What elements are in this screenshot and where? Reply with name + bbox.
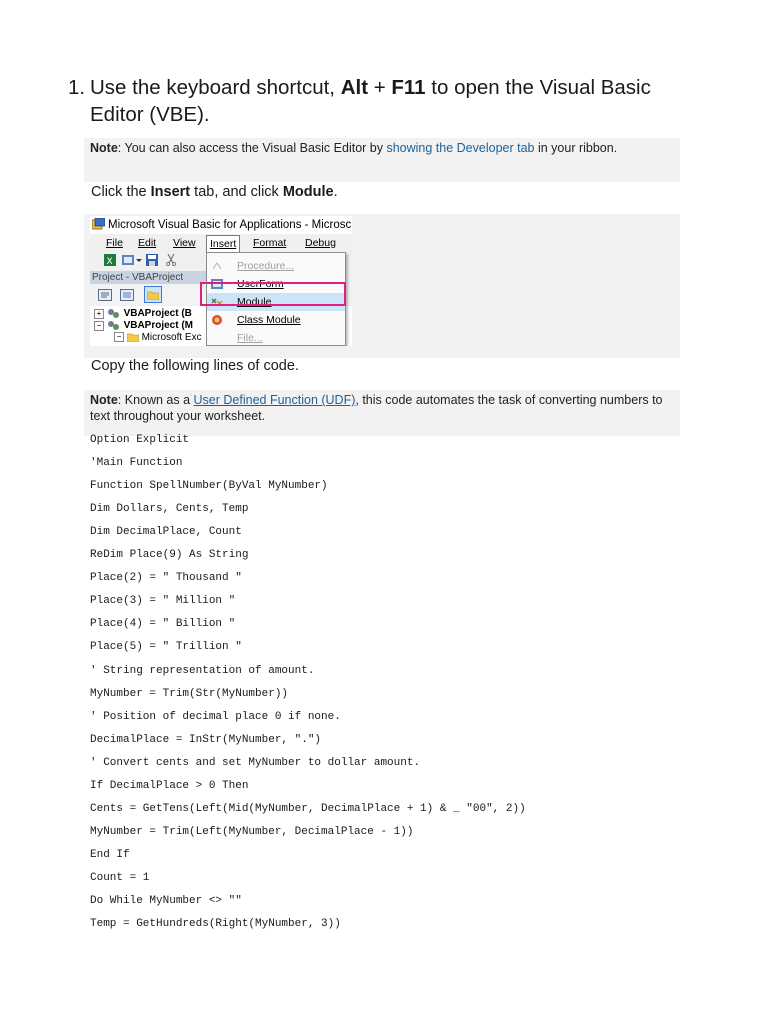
view-object-icon[interactable] — [120, 289, 134, 301]
vbe-title-bar — [90, 216, 352, 234]
menu-edit[interactable]: Edit — [138, 237, 157, 249]
code-line: If DecimalPlace > 0 Then — [90, 779, 249, 792]
code-line: Temp = GetHundreds(Right(MyNumber, 3)) — [90, 918, 341, 931]
code-line: MyNumber = Trim(Str(MyNumber)) — [90, 687, 289, 700]
folder-icon — [147, 290, 159, 300]
key-f11: F11 — [391, 76, 426, 99]
insert-module-instruction — [91, 184, 338, 200]
step-text-after: to open the Visual Basic Editor (VBE). — [90, 76, 651, 126]
tree-item-label: Microsoft Exc — [141, 332, 202, 343]
code-line: ' Convert cents and set MyNumber to dollar amount. — [90, 756, 421, 769]
code-line: Count = 1 — [90, 871, 150, 884]
code-line: Place(4) = " Billion " — [90, 618, 236, 631]
code-line: End If — [90, 848, 130, 861]
key-plus: + — [368, 76, 392, 99]
vbe-screenshot — [90, 216, 352, 346]
note-text-after: , this code automates the task of converting numbers to text throughout your worksheet. — [90, 393, 663, 423]
instruction-after: . — [333, 184, 338, 200]
note-label: Note — [90, 141, 118, 155]
menu-item-label: Procedure... — [237, 260, 295, 272]
code-line: Dim Dollars, Cents, Temp — [90, 503, 249, 516]
menu-item-label: File... — [237, 332, 263, 344]
note-label: Note — [90, 393, 118, 407]
vbe-menu-bar — [90, 235, 352, 252]
collapse-icon[interactable]: − — [94, 321, 104, 331]
code-line: Place(5) = " Trillion " — [90, 641, 242, 654]
udf-link[interactable]: User Defined Function (UDF) — [193, 393, 356, 407]
code-line: Do While MyNumber <> "" — [90, 895, 242, 907]
developer-tab-link[interactable]: showing the Developer tab — [386, 141, 535, 155]
menu-item-label: Class Module — [237, 314, 301, 326]
vbaproject-icon — [107, 320, 121, 331]
menu-item-procedure[interactable] — [207, 257, 345, 275]
vbe-toolbar — [90, 253, 202, 270]
toggle-folders-button[interactable] — [144, 286, 162, 303]
note-udf — [84, 390, 680, 436]
insert-word: Insert — [150, 184, 191, 200]
menu-insert[interactable]: Insert — [206, 235, 240, 253]
step-text-before: Use the keyboard shortcut, — [90, 76, 341, 99]
menu-item-label: Module — [237, 296, 272, 308]
code-line: Place(2) = " Thousand " — [90, 572, 242, 585]
note-text-after: in your ribbon. — [534, 141, 618, 155]
note-text-before: : You can also access the Visual Basic Editor by — [117, 141, 387, 155]
code-line: Function SpellNumber(ByVal MyNumber) — [90, 480, 328, 493]
code-line: DecimalPlace = InStr(MyNumber, ".") — [90, 733, 322, 746]
menu-view[interactable]: View — [173, 237, 196, 249]
instruction-before: Click the — [91, 184, 151, 200]
expand-icon[interactable]: + — [94, 309, 104, 319]
code-line: Place(3) = " Million " — [90, 595, 236, 608]
module-word: Module — [282, 184, 334, 200]
note-developer-tab — [84, 138, 680, 182]
folder-icon — [127, 332, 139, 342]
code-line: ' Position of decimal place 0 if none. — [90, 710, 341, 723]
project-explorer-header: Project - VBAProject — [90, 271, 207, 284]
step-text — [90, 74, 680, 128]
view-code-icon[interactable] — [98, 289, 112, 301]
code-line: ' String representation of amount. — [90, 664, 315, 677]
menu-item-label: UserForm — [237, 278, 284, 290]
code-line: 'Main Function — [90, 457, 183, 470]
svg-text:X: X — [106, 257, 113, 266]
step-number: 1. — [68, 76, 86, 99]
save-icon[interactable] — [146, 254, 158, 266]
tree-item-label: VBAProject (B — [123, 308, 192, 320]
insert-userform-icon[interactable] — [122, 254, 134, 266]
procedure-icon — [211, 260, 223, 272]
menu-file[interactable]: File — [106, 237, 123, 249]
code-line: Dim DecimalPlace, Count — [90, 526, 242, 539]
cut-icon[interactable] — [165, 254, 177, 266]
note-text-before: : Known as a — [117, 393, 194, 407]
excel-icon[interactable] — [104, 254, 116, 266]
collapse-icon[interactable]: − — [114, 332, 124, 342]
copy-code-instruction: Copy the following lines of code. — [91, 358, 299, 374]
instruction-middle: tab, and click — [190, 184, 283, 200]
project-explorer-toolbar — [90, 285, 208, 305]
vbe-title: Microsoft Visual Basic for Applications - Microsc — [108, 219, 352, 231]
chevron-down-icon[interactable] — [136, 254, 142, 266]
tree-item-vbaproject-2[interactable] — [94, 320, 193, 331]
tree-item-label: VBAProject (M — [123, 320, 194, 332]
code-line: ReDim Place(9) As String — [90, 549, 249, 562]
tree-item-excel-objects[interactable] — [114, 332, 202, 343]
code-line: Cents = GetTens(Left(Mid(MyNumber, DecimalPlace + 1) & _ "00", 2)) — [90, 802, 526, 815]
vbaproject-icon — [107, 308, 121, 319]
menu-item-class-module[interactable] — [207, 311, 345, 329]
menu-format[interactable]: Format — [253, 237, 287, 249]
menu-debug[interactable]: Debug — [305, 237, 336, 249]
menu-item-file[interactable] — [207, 329, 345, 346]
code-line: Option Explicit — [90, 434, 190, 446]
vba-app-icon — [92, 218, 105, 230]
module-highlight-box — [200, 282, 346, 306]
class-module-icon — [211, 314, 223, 326]
code-line: MyNumber = Trim(Left(MyNumber, DecimalPlace - 1)) — [90, 825, 414, 838]
tree-item-vbaproject-1[interactable] — [94, 308, 192, 319]
key-alt: Alt — [340, 76, 369, 99]
